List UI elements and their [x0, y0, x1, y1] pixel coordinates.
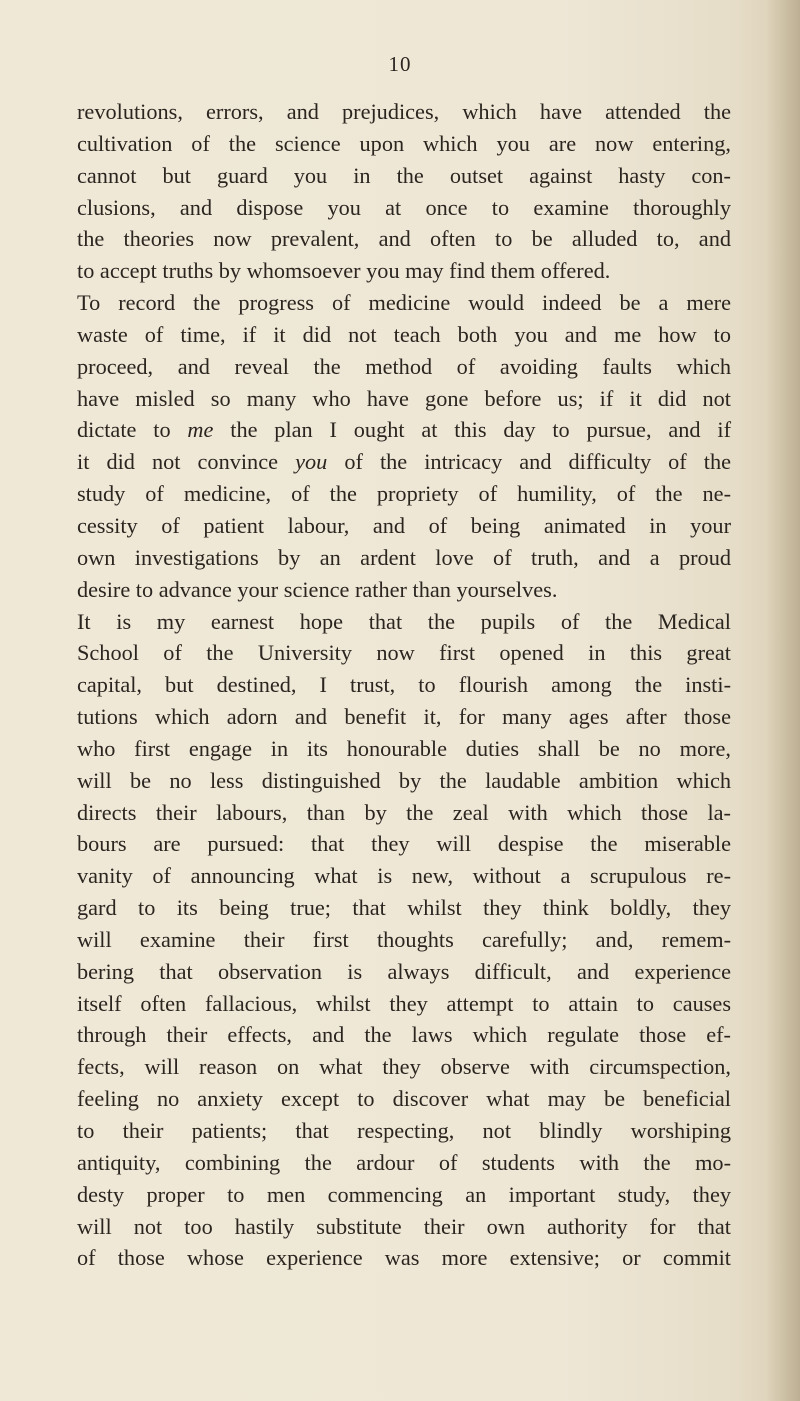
text-line: clusions, and dispose you at once to examine thoroughly	[77, 194, 731, 220]
text-line: own investigations by an ardent love of truth, and a proud	[77, 544, 731, 570]
text-line: cultivation of the science upon which you are now entering,	[77, 130, 731, 156]
text-line: proceed, and reveal the method of avoiding faults which	[77, 353, 731, 379]
text-line: waste of time, if it did not teach both you and me how to	[77, 321, 731, 347]
body-text	[77, 96, 731, 1274]
text-line: to accept truths by whomsoever you may find them offered.	[77, 258, 611, 284]
text-line: will not too hastily substitute their own authority for that	[77, 1213, 731, 1239]
text-line: To record the progress of medicine would indeed be a mere	[77, 290, 731, 316]
text-line: bering that observation is always difficult, and experience	[77, 958, 731, 984]
text-line: revolutions, errors, and prejudices, which have attended the	[77, 99, 731, 124]
text-segment: it did not convince	[77, 449, 296, 475]
text-line-with-italic	[77, 446, 731, 478]
text-line: feeling no anxiety except to discover what may be beneficial	[77, 1086, 731, 1112]
text-line: capital, but destined, I trust, to flourish among the insti-	[77, 672, 731, 698]
text-line: It is my earnest hope that the pupils of the Medical	[77, 608, 731, 634]
text-segment: the plan I ought at this day to pursue, and if	[213, 417, 731, 443]
page-number: 10	[388, 52, 412, 76]
text-line: vanity of announcing what is new, without a scrupulous re-	[77, 863, 731, 889]
text-line: cannot but guard you in the outset against hasty con-	[77, 162, 731, 188]
text-line: who first engage in its honourable duties shall be no more,	[77, 735, 731, 761]
text-line: cessity of patient labour, and of being animated in your	[77, 512, 731, 538]
text-segment: dictate to	[77, 417, 188, 443]
text-line: itself often fallacious, whilst they attempt to attain to causes	[77, 990, 731, 1016]
text-line: will examine their first thoughts carefully; and, remem-	[77, 926, 731, 952]
text-line: School of the University now first opened in this great	[77, 640, 731, 666]
text-line: antiquity, combining the ardour of students with the mo-	[77, 1149, 731, 1175]
page-edge-shadow	[766, 0, 800, 1401]
text-line: have misled so many who have gone before us; if it did not	[77, 385, 731, 411]
italic-word: me	[187, 417, 214, 443]
text-line: tutions which adorn and benefit it, for many ages after those	[77, 704, 731, 730]
text-line-with-italic	[77, 414, 731, 446]
text-segment: of the intricacy and difficulty of the	[327, 449, 731, 475]
text-line: study of medicine, of the propriety of humility, of the ne-	[77, 481, 731, 507]
text-line: desty proper to men commencing an important study, they	[77, 1181, 731, 1207]
text-line: bours are pursued: that they will despise the miserable	[77, 831, 731, 857]
italic-word: you	[295, 449, 328, 475]
text-line: of those whose experience was more extensive; or commit	[77, 1245, 731, 1271]
text-line: directs their labours, than by the zeal with which those la-	[77, 799, 731, 825]
text-line: gard to its being true; that whilst they think boldly, they	[77, 895, 731, 921]
text-line: the theories now prevalent, and often to be alluded to, and	[77, 226, 731, 252]
text-line: desire to advance your science rather than yourselves.	[77, 576, 558, 602]
text-line: through their effects, and the laws which regulate those ef-	[77, 1022, 731, 1048]
text-line: will be no less distinguished by the laudable ambition which	[77, 767, 731, 793]
text-line: fects, will reason on what they observe with circumspection,	[77, 1054, 731, 1080]
text-line: to their patients; that respecting, not blindly worshiping	[77, 1118, 731, 1143]
